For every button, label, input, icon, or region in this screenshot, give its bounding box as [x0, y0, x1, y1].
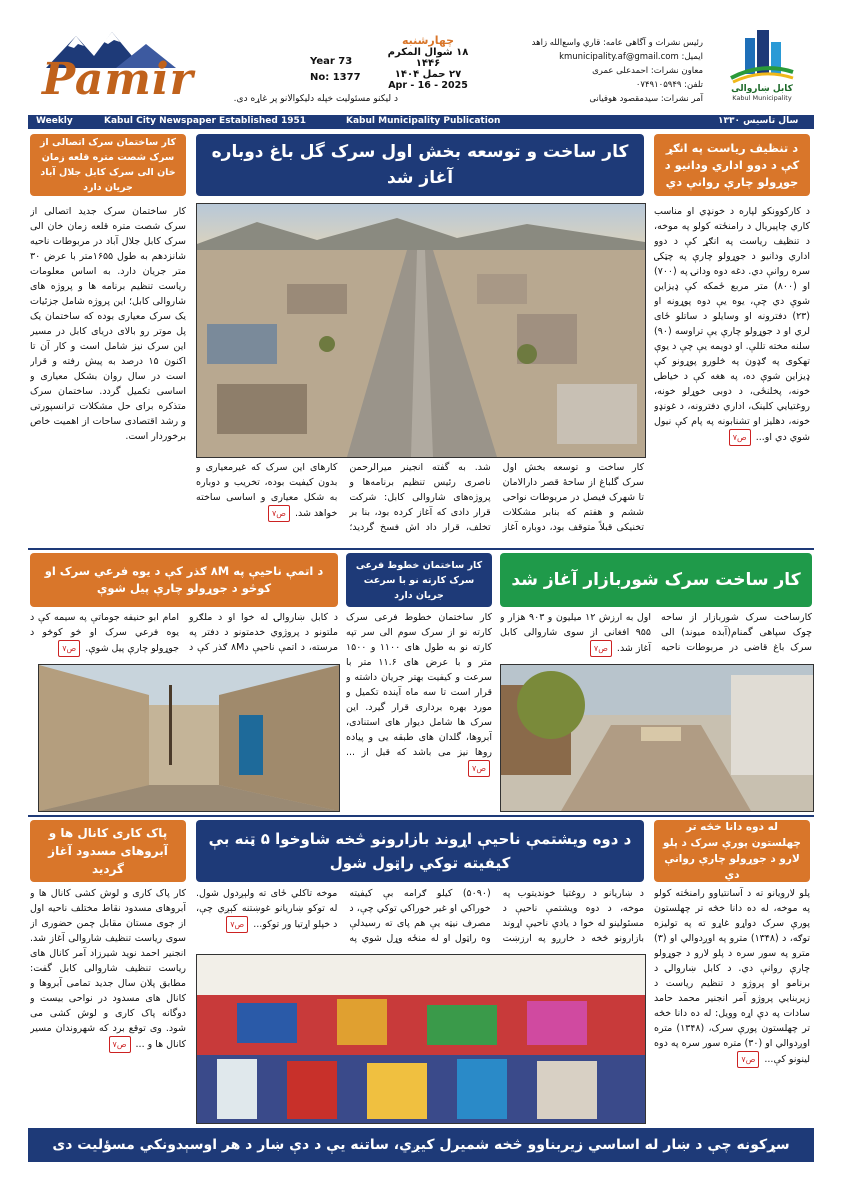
- confiscated-goods-photo: [196, 954, 646, 1124]
- article-text: کار ساختمان خطوط فرعی سرک کارته نو از سرک سوم الی سر تپه کارته نو به طول های ۱۱۰۰ و ۱۵۰۰ متر و با عرض های ۱۱.۶ متر با سرعت و کیفیت بهتر جریان داشته و قرار است تا سه ماه آینده تکمیل و مورد بهره برداری قرار گیرد. این سرک ها شامل دیوار های استنادی، آبروها، گلدان های طبقه یی و پیاده رو‌ها نیز می باشد که قبل از ...: [346, 612, 492, 758]
- bottom-left-headline: پاک کاری کانال ها و آبروهای مسدود آغاز گردید: [30, 820, 186, 882]
- bottom-center-body: [196, 886, 644, 950]
- section-divider: [28, 815, 814, 817]
- page-ref: ص۷: [226, 916, 248, 933]
- established-label: Kabul City Newspaper Established 1951: [104, 116, 307, 126]
- top-main-headline: کار ساخت و توسعه بخش اول سرک گل باغ دوباره آغاز شد: [196, 134, 644, 196]
- page-ref: ص۷: [109, 1036, 131, 1053]
- top-left-body: کار ساختمان سرک جدید اتصالی از سرک شصت متره قلعه زمان خان الی سرک کابل جلال آباد در مربوطات ناحیه شانزدهم به طول ۱۶۵۵متر با عرض ۳۰ متر جریان دارد. به اساس معلومات ریاست تنظیم برنامه ها و پروژه های شاروالی کابل؛ این پروژه شامل جزئیات یک سرک معیاری بوده که ساختمان یک پل موتر رو بالای دریای کابل در مسیر این سرک نیز شامل است و کار آن تا اکنون ۱۵ درصد به پیش رفته و قرار است در سال روان بشکل معیاری و اساسی تکمیل گردد. ساختمان سرک متذکره برای حل مشکلات ترانسپورتی و رشد اقتصادی ساحات از اهمیت خاص برخوردار است.: [30, 206, 186, 442]
- responsibility-note: د لیکنو مسئولیت خپله دلیکوالانو پر غاړه دی.: [233, 94, 398, 104]
- staff-line: ایمیل: kmunicipality.af@gmail.com: [559, 52, 703, 62]
- page-ref: ص۷: [590, 640, 612, 657]
- shorbazar-photo: [500, 664, 814, 812]
- article-text: کار ساخت و توسعه بخش اول سرک گلباغ از ساحۀ قصر دارالامان تا شهرک فیصل در مربوطات نواحی ششم و هفتم که بنابر مشکلات تخنیکی قبلاً متوقف بود، دوباره آغاز شد. به گفته انجینر میرالرحمن ناصری رئیس تنظیم برنامه‌ها و پروژه‌های شاروالی کابل: شرکت قرار دادی که آغاز کرده بود، بنا بر تخلف، قرار داد اش فسخ گردید؛ کارهای این سرک که غیرمعیاری و بدون کیفیت بوده، تخریب و دوباره به شکل معیاری و اساسی ساخته خواهد شد.: [196, 462, 644, 533]
- article-text: د کابل ښاروالۍ له خوا او د ملګرو ملتونو د پروژوي خدمتونو د دفتر په مرسته، د اتمې ناحیې د۸M ګذر کې د امام ابو حنیفه جوماتې په سیمه کې د یوه فرعي سرک او څو کوڅو د جوړولو چارې پیل شوې.: [30, 612, 338, 654]
- middle-left-headline: د اتمې ناحیې په ۸M ګذر کې د یوه فرعي سرک او کوڅو د جوړولو چارې پیل شوې: [30, 553, 338, 607]
- pamir-title: Pamir: [42, 54, 194, 105]
- article-text: د کارکوونکو لپاره د خونډي او مناسب کاري چاپیریال د رامنځته کولو په موخه، د تنظیف ریاست په انګړ کې د دوو اداري ودانیو د جوړولو چارې په چټکۍ سره روانې دي. دغه دوه ودانۍ په (۷۰۰) او (۸۰۰) متر مربع ځمکه کې ډیزاین شوې دي چې، یوه یې دوه پوړونه او (۲۳) دفترونه او وسایلو د ساتلو ځای لري او د جوړولو چارې یې تراوسه (۹۰) سلنه مخته تللې. او دویمه یې چې د یوې تهکوی په ګډون په څلورو پوړونو کې ډیزاین شوې ده، په هغه کې د خیاطۍ خونه، پخلنځی، د دوبی خوړلو خونه، روغتیایي کلینک، اداري دفترونه، د غونډو خونه، دهلیز او تشنابونه په پام کې نیول شوي دي او...: [654, 206, 810, 443]
- date-gregorian: Apr - 16 - 2025: [388, 80, 468, 91]
- issue-number: No: 1377: [310, 72, 361, 83]
- bottom-right-body: [654, 886, 810, 1122]
- staff-line: معاون نشرات: احمدعلی عمری: [592, 66, 703, 76]
- date-qamari: ۱۸ شوال المکرم ۱۴۴۶: [387, 47, 469, 69]
- date-shamsi: ۲۷ حمل ۱۴۰۴: [394, 69, 462, 80]
- middle-left-body: [30, 610, 338, 660]
- page-ref: ص۷: [468, 760, 490, 777]
- bottom-right-headline: له دوه دانا خڅه تر چهلستون پورې سرک د پلو لارو د جوړولو چارې روانې دي: [654, 820, 810, 882]
- alley-image: [39, 665, 339, 811]
- weekly-label: Weekly: [36, 116, 73, 126]
- municipality-caption: کابل ښاروالی: [731, 84, 793, 94]
- gulbagh-road-photo: [196, 203, 646, 458]
- article-text: کارساخت سرک شوربازار از ساحه چوک سپاهی گمنام(آبده میوند) الی سرک باغ قاضی در مربوطات ناحیه اول به ارزش ۱۲ میلیون و ۹۰۳ هزار و ۹۵۵ افغانی از سوی شاروالی کابل آغاز شد.: [500, 612, 812, 654]
- pamir-logo: [36, 30, 196, 112]
- staff-line: آمر نشرات: سیدمقصود هوفیانی: [589, 94, 703, 104]
- alley-photo: [38, 664, 340, 812]
- aerial-road-image: [197, 204, 645, 457]
- city-skyline-icon: [727, 28, 797, 84]
- top-left-headline: کار ساختمان سرک اتصالی از سرک شصت متره قلعه زمان خان الی سرک کابل جلال آباد جریان دارد: [30, 134, 186, 196]
- municipality-logo: [714, 28, 810, 112]
- middle-center-body: [346, 610, 492, 810]
- middle-right-headline: کار ساخت سرک شوربازار آغاز شد: [500, 553, 812, 607]
- article-text: کار پاک کاری و لوش کشی کانال ها و آبروهای مسدود نقاط مختلف ناحیه اول از جوی مستان مقابل چمن حضوری از سوی ریاست تنظیف شاروالی آغاز شد. انجنیر احمد نوید شیرزاد آمر کانال های ریاست تنظیف شاروالی کابل گفت: مطابق پلان سال جدید تمامی آبروها و کانال های مسدود در نواحی بیست و دوگانه پاک کاری و لوش کشی می شود. وی توقع برد که شهروندان مسیر کانال ها و ...: [30, 888, 186, 1050]
- page-ref: ص۷: [58, 640, 80, 657]
- section-divider: [28, 548, 814, 550]
- bottom-center-headline: د دوه ویشتمې ناحیې اړوند بازارونو څخه شاوخوا ۵ ټنه بې کیفیته توکي راټول شول: [196, 820, 644, 882]
- article-text: د ښاریانو د روغتیا خوندیتوب په موخه، د دوه ویشتمې ناحیې د مسئولینو له خوا د یادې ناحیې اړوند بازارونو څخه د خارږو په ارزښت (۵۰۹۰) کیلو ګرامه بې کیفیته خوراکي او غیر خوراکي توکي چې، د مصرف نیټه یې هم پای ته رسیدلې وه راټول او له منځه وړل شوي په موخه تاکلي ځای ته ولېږدول شول. له توکو ښاریانو غوښتنه کېږي چې، د خپلو اړتیا ور توکو...: [196, 888, 644, 944]
- bottom-left-body: [30, 886, 186, 1122]
- top-main-body: [196, 460, 644, 542]
- municipality-caption-en: Kabul Municipality: [732, 94, 792, 102]
- staff-line: تلفن: ۰۷۴۹۱۰۵۹۴۹: [635, 80, 703, 90]
- year: Year 73: [310, 56, 353, 67]
- page-ref: ص۷: [268, 505, 290, 522]
- street-construction-image: [501, 665, 813, 811]
- info-strip: [28, 115, 814, 129]
- weekday: چهارشنبه: [401, 34, 455, 47]
- staff-list: [498, 36, 703, 106]
- staff-line: رئیس نشرات و آگاهی عامه: قاري واسع‌الله زاهد: [531, 38, 703, 48]
- publication-label: Kabul Municipality Publication: [346, 116, 501, 126]
- middle-right-body: [500, 610, 812, 660]
- top-right-body: [654, 204, 810, 536]
- middle-center-headline: کار ساختمان خطوط فرعی سرک کارته نو با سرعت جریان دارد: [346, 553, 492, 607]
- page-ref: ص۷: [729, 429, 751, 446]
- founded-label: سال تاسیس ۱۳۳۰: [718, 116, 799, 126]
- footer-slogan: سړکونه چې د ښار له اساسي زیربناوو څخه شمیرل کیږي، ساتنه یې د دې ښار د هر اوسېدونکي مسؤلیت دی: [28, 1128, 814, 1162]
- page-ref: ص۷: [737, 1051, 759, 1068]
- masthead: [28, 28, 814, 114]
- bottles-image: [197, 955, 645, 1123]
- date-block: [378, 34, 478, 91]
- article-text: پلو لارویانو ته د آسانتیاوو رامنځته کولو په موخه، له ده دانا خڅه تر چهلستون پورې سرک دواړو غاړو ته په توليزه توګه، د (۱۳۴۸) مترو په اوږدوالي او (۳) مترو په سور سره د پلو لارو د جوړولو چارې روانې دي. د کابل ښاروالۍ د برنامو او پروژو د تنظیم ریاست د زیربنایي پروژو آمر انجنیر محمد حامد سادات په دې اړه وویل: له ده دانا خڅه تر چهلستون پورې سرک، (۱۳۴۸) متره اوږدوالي او (۳۰) متره سور سره په دوه لینونو کې...: [654, 888, 810, 1065]
- top-right-headline: د تنظیف ریاست په انګړ کې د دوو اداري ودانیو د جوړولو چارې روانې دي: [654, 134, 810, 196]
